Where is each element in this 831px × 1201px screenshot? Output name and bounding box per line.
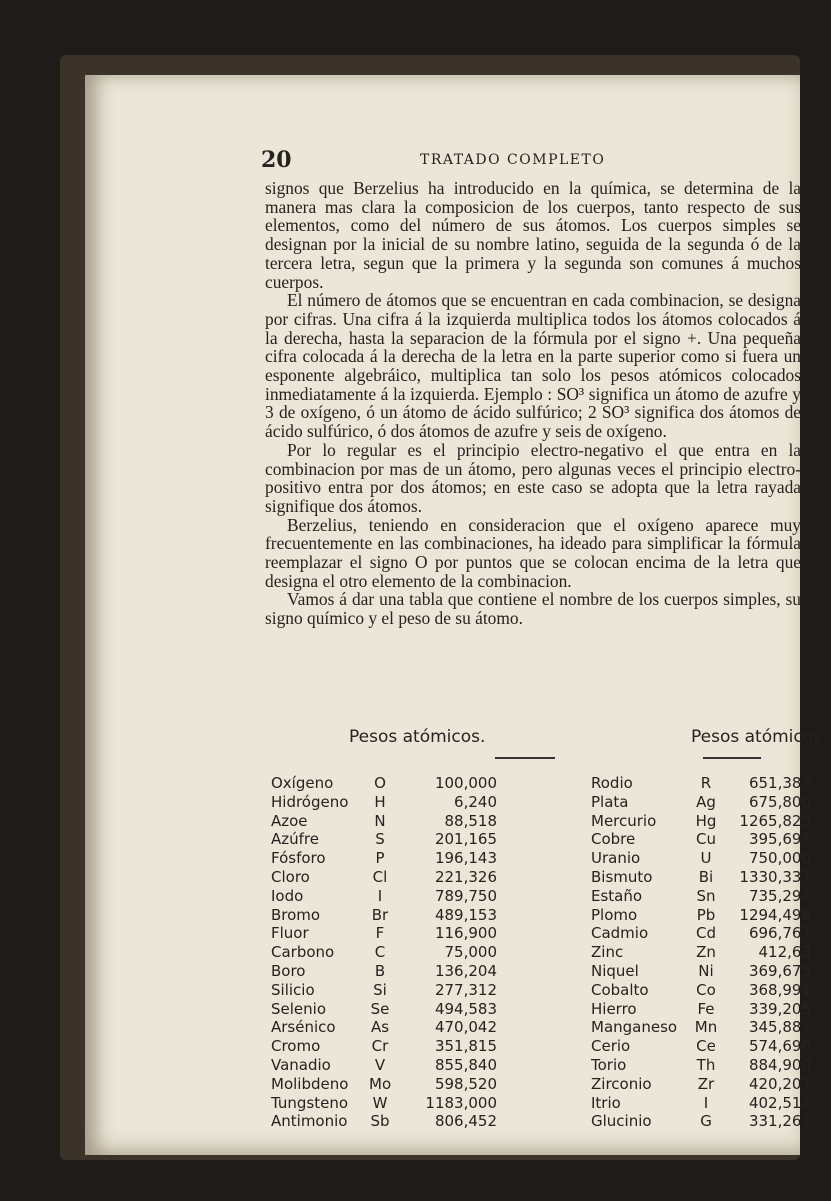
element-symbol: Ce (696, 1037, 716, 1056)
element-name: Estaño (591, 886, 643, 905)
element-name: Silicio (271, 980, 315, 999)
atomic-weight: 339,205 (748, 999, 811, 1018)
atomic-weight: 351,815 (434, 1037, 497, 1056)
atomic-weight: 789,750 (434, 886, 497, 905)
element-name: Rodio (591, 774, 633, 792)
element-symbol: S (375, 830, 385, 849)
table-row (271, 1037, 831, 1056)
element-symbol: Pb (696, 905, 716, 924)
element-name: Cadmio (591, 924, 649, 943)
element-name: Plomo (591, 905, 638, 924)
table-row (271, 849, 831, 868)
atomic-weight: 1294,498 (739, 905, 811, 924)
atomic-weight: 402,514 (748, 1093, 811, 1112)
table-row (271, 943, 831, 962)
atomic-weight: 345,887 (748, 1018, 811, 1037)
atomic-weight: 574,696 (748, 1037, 811, 1056)
element-symbol: Sn (696, 886, 716, 905)
atomic-weight: 420,201 (748, 1074, 811, 1093)
element-symbol: N (374, 811, 386, 830)
element-symbol: Fe (697, 999, 715, 1018)
element-symbol: Zn (696, 943, 716, 962)
atomic-weight: 201,165 (434, 830, 497, 849)
element-name: Iodo (271, 886, 304, 905)
book-page (85, 75, 828, 1155)
table-row (271, 1112, 831, 1131)
element-symbol: Mo (369, 1074, 392, 1093)
table-row (271, 868, 831, 887)
paragraph: signos que Berzelius ha introducido en la química, se determina de la manera mas clara la composicion de los cuerpos, tanto respecto de sus elementos, como del número de sus átomos. Los cuerpos simples se designan por la inicial de su nombre latino, seguida de la segunda ó de la tercera letra, segun que la primera y la segunda son comunes á muchos cuerpos. (265, 178, 801, 292)
element-name: Manganeso (591, 1018, 678, 1037)
element-name: Niquel (591, 961, 639, 980)
table-row (271, 1000, 831, 1019)
table-row (271, 887, 831, 906)
element-symbol: V (374, 1055, 386, 1074)
atomic-weight: 221,326 (434, 867, 497, 886)
table-row (271, 774, 831, 793)
table-row (271, 793, 831, 812)
atomic-weight: 598,520 (434, 1074, 497, 1093)
element-symbol: O (374, 774, 386, 792)
page-number: 20 (261, 147, 292, 173)
atomic-weight: 470,042 (434, 1018, 497, 1037)
body-text (265, 179, 801, 628)
element-symbol: Cr (371, 1037, 389, 1056)
element-symbol: U (700, 849, 712, 868)
header-rule (703, 757, 761, 759)
atomic-weight: 100,000 (434, 774, 497, 792)
element-name: Vanadio (271, 1055, 331, 1074)
element-name: Bromo (271, 905, 321, 924)
element-name: Selenio (271, 999, 326, 1018)
element-symbol: Bi (698, 867, 714, 886)
atomic-weight: 88,518 (444, 811, 497, 830)
table-header-left: Pesos atómicos. (349, 727, 486, 747)
table-row (271, 981, 831, 1000)
element-name: Fósforo (271, 849, 326, 868)
table-row (271, 1056, 831, 1075)
header-rule (495, 757, 555, 759)
table-body (271, 774, 831, 1131)
element-symbol: W (372, 1093, 388, 1112)
element-name: Azúfre (271, 830, 319, 849)
element-name: Hidrógeno (271, 792, 349, 811)
atomic-weight: 750,000 (748, 849, 811, 868)
element-name: Carbono (271, 943, 335, 962)
paragraph: El número de átomos que se encuentran en cada combinacion, se designa por cifras. Una cifra á la izquierda multiplica todos los átomos colocados á la derecha, hasta la separacion de la fórmula por el signo +. Una pequeña cifra colocada á la derecha de la letra en la parte superior como si fuera un esponente algebráico, multiplica tan solo los pesos atómicos colocados inmediatamente á la izquierda. Ejemplo : SO³ significa un átomo de azufre y 3 de oxígeno, ó un átomo de ácido sulfúrico; 2 SO³ significa dos átomos de ácido sulfúrico, ó dos átomos de azufre y seis de oxígeno. (265, 290, 801, 442)
table-row (271, 924, 831, 943)
element-symbol: Br (371, 905, 389, 924)
element-symbol: Th (696, 1055, 716, 1074)
element-name: Cloro (271, 867, 310, 886)
paragraph: Vamos á dar una tabla que contiene el nombre de los cuerpos simples, su signo químico y el peso de su átomo. (265, 589, 801, 629)
element-symbol: Ni (698, 961, 714, 980)
atomic-weight: 331,261 (748, 1112, 811, 1131)
table-row (271, 1094, 831, 1113)
atomic-weight: 1183,000 (425, 1093, 497, 1112)
element-symbol: Cl (372, 867, 388, 886)
element-name: Itrio (591, 1093, 621, 1112)
atomic-weight: 412,63 (758, 943, 811, 962)
element-name: Molibdeno (271, 1074, 349, 1093)
paragraph: Por lo regular es el principio electro-negativo el que entra en la combinacion por mas de un átomo, pero algunas veces el principio electro-positivo entra por dos átomos; en este caso se adopta que la letra rayada signifique dos átomos. (265, 439, 801, 516)
element-name: Cobre (591, 830, 636, 849)
table-row (271, 906, 831, 925)
element-name: Cobalto (591, 980, 649, 999)
atomic-weight: 75,000 (444, 943, 497, 962)
atomic-weight: 369,675 (748, 961, 811, 980)
element-name: Fluor (271, 924, 309, 943)
atomic-weight: 855,840 (434, 1055, 497, 1074)
element-symbol: Hg (695, 811, 717, 830)
element-symbol: F (375, 924, 385, 943)
element-name: Bismuto (591, 867, 653, 886)
atomic-weight: 651,387 (748, 774, 811, 792)
element-name: Cerio (591, 1037, 631, 1056)
atomic-weight: 277,312 (434, 980, 497, 999)
atomic-weight: 884,900 (748, 1055, 811, 1074)
element-name: Uranio (591, 849, 641, 868)
element-symbol: P (375, 849, 385, 868)
element-name: Zinc (591, 943, 624, 962)
atomic-weight: 395,695 (748, 830, 811, 849)
element-name: Zirconio (591, 1074, 652, 1093)
element-symbol: Si (373, 980, 387, 999)
element-symbol: I (377, 886, 383, 905)
element-name: Tungsteno (271, 1093, 349, 1112)
element-symbol: I (703, 1093, 709, 1112)
paragraph: Berzelius, teniendo en consideracion que el oxígeno aparece muy frecuentemente en las combinaciones, ha ideado para simplificar la fórmula reemplazar el signo O por puntos que se colocan encima de la letra que designa el otro elemento de la combinacion. (265, 514, 801, 591)
page-header (85, 147, 800, 177)
element-symbol: Cd (696, 924, 716, 943)
element-symbol: Zr (697, 1074, 715, 1093)
atomic-weight: 1265,825 (739, 811, 811, 830)
element-name: Cromo (271, 1037, 321, 1056)
element-symbol: B (374, 961, 386, 980)
element-symbol: Sb (370, 1112, 390, 1131)
atomic-weight: 368,991 (748, 980, 811, 999)
element-symbol: Se (370, 999, 390, 1018)
atomic-weight: 489,153 (434, 905, 497, 924)
atomic-weight: 1330,337 (739, 867, 811, 886)
running-head: TRATADO COMPLETO (420, 152, 606, 168)
element-name: Boro (271, 961, 306, 980)
atomic-weight: 735,294 (748, 886, 811, 905)
table-header-right: Pesos atómicos. (691, 727, 828, 747)
element-symbol: G (700, 1112, 712, 1131)
atomic-weight: 675,800 (748, 792, 811, 811)
table-row (271, 830, 831, 849)
atomic-weight: 136,204 (434, 961, 497, 980)
atomic-weight: 6,240 (454, 792, 497, 811)
element-symbol: C (374, 943, 386, 962)
atomic-weight: 116,900 (434, 924, 497, 943)
element-name: Plata (591, 792, 629, 811)
table-row (271, 1075, 831, 1094)
atomic-weight: 196,143 (434, 849, 497, 868)
table-row (271, 962, 831, 981)
element-name: Hierro (591, 999, 637, 1018)
element-symbol: Cu (696, 830, 716, 849)
element-name: Oxígeno (271, 774, 334, 792)
element-name: Arsénico (271, 1018, 336, 1037)
element-name: Glucinio (591, 1112, 652, 1131)
element-symbol: Mn (694, 1018, 718, 1037)
atomic-weight: 494,583 (434, 999, 497, 1018)
element-name: Torio (591, 1055, 627, 1074)
element-symbol: Co (696, 980, 716, 999)
element-symbol: As (370, 1018, 390, 1037)
table-row (271, 812, 831, 831)
element-name: Mercurio (591, 811, 657, 830)
element-name: Antimonio (271, 1112, 348, 1131)
element-name: Azoe (271, 811, 308, 830)
element-symbol: R (700, 774, 712, 792)
element-symbol: Ag (696, 792, 716, 811)
element-symbol: H (374, 792, 386, 811)
atomic-weight: 806,452 (434, 1112, 497, 1131)
table-row (271, 1018, 831, 1037)
atomic-weight: 696,767 (748, 924, 811, 943)
